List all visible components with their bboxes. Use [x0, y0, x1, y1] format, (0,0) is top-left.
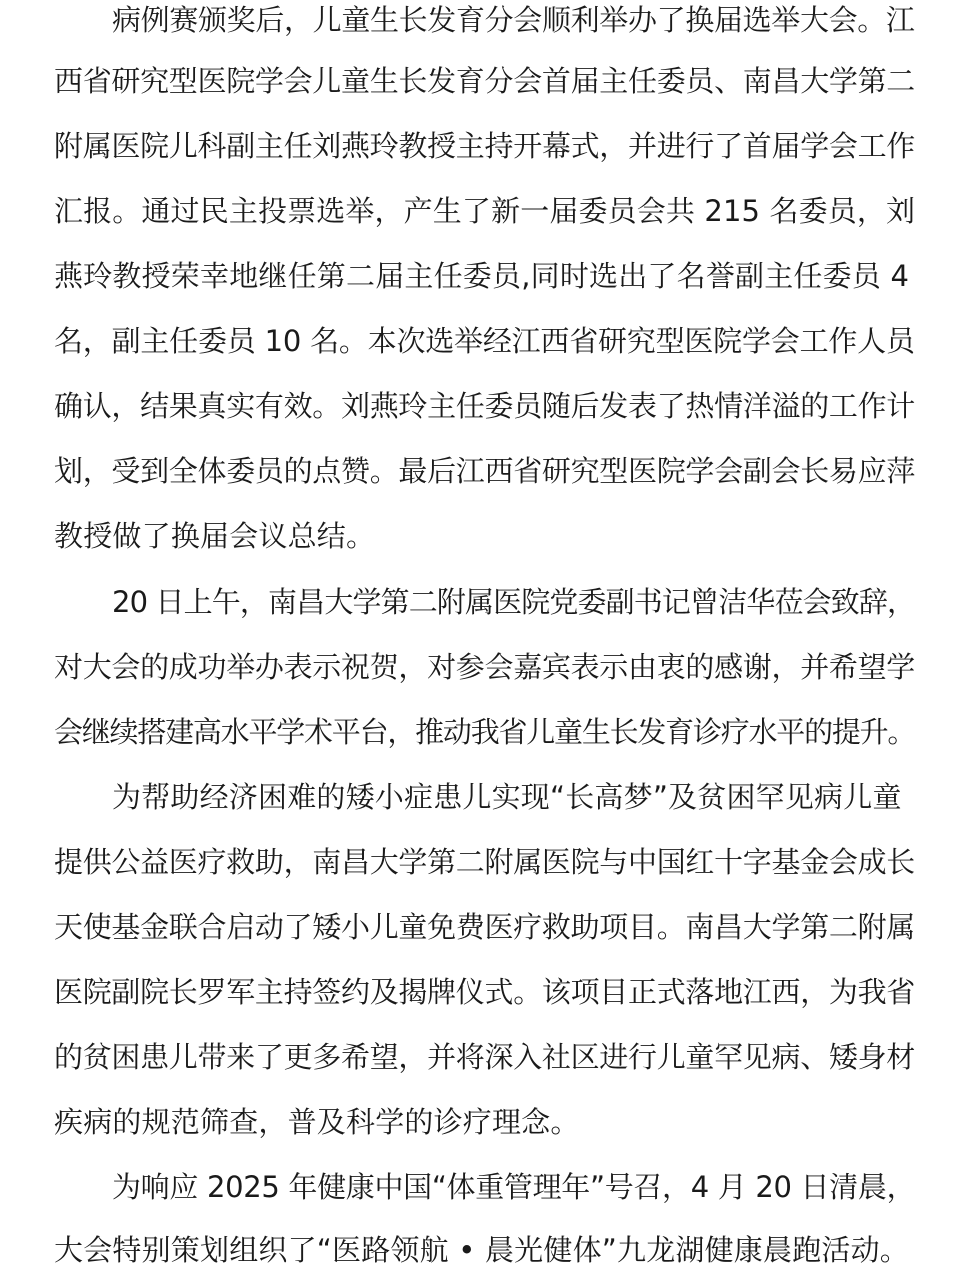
text-line: 名，副主任委员 10 名。本次选举经江西省研究型医院学会工作人员	[54, 324, 915, 358]
text-line: 确认，结果真实有效。刘燕玲主任委员随后发表了热情洋溢的工作计	[54, 389, 916, 423]
text-line: 汇报。通过民主投票选举，产生了新一届委员会共 215 名委员，刘	[54, 194, 916, 228]
text-line: 大会特别策划组织了“医路领航 • 晨光健体”九龙湖健康晨跑活动。	[54, 1233, 909, 1267]
text-line: 会继续搭建高水平学术平台，推动我省儿童生长发育诊疗水平的提升。	[54, 715, 916, 749]
text-line: 20 日上午，南昌大学第二附属医院党委副书记曾洁华莅会致辞，	[112, 585, 916, 619]
text-line: 附属医院儿科副主任刘燕玲教授主持开幕式，并进行了首届学会工作	[54, 129, 916, 163]
text-line: 医院副院长罗军主持签约及揭牌仪式。该项目正式落地江西，为我省	[54, 975, 916, 1009]
text-line: 燕玲教授荣幸地继任第二届主任委员,同时选出了名誉副主任委员 4	[54, 259, 910, 293]
text-line: 为帮助经济困难的矮小症患儿实现“长高梦”及贫困罕见病儿童	[112, 780, 902, 814]
text-line: 的贫困患儿带来了更多希望，并将深入社区进行儿童罕见病、矮身材	[54, 1040, 916, 1074]
text-line: 疾病的规范筛查，普及科学的诊疗理念。	[54, 1105, 580, 1139]
text-line: 为响应 2025 年健康中国“体重管理年”号召，4 月 20 日清晨，	[112, 1170, 916, 1204]
text-line: 教授做了换届会议总结。	[54, 519, 376, 553]
text-line: 对大会的成功举办表示祝贺，对参会嘉宾表示由衷的感谢，并希望学	[54, 650, 916, 684]
text-line: 西省研究型医院学会儿童生长发育分会首届主任委员、南昌大学第二	[54, 64, 916, 98]
text-line: 病例赛颁奖后，儿童生长发育分会顺利举办了换届选举大会。江	[112, 3, 915, 37]
text-line: 划，受到全体委员的点赞。最后江西省研究型医院学会副会长易应萍	[54, 454, 916, 488]
text-line: 提供公益医疗救助，南昌大学第二附属医院与中国红十字基金会成长	[54, 845, 916, 879]
text-line: 天使基金联合启动了矮小儿童免费医疗救助项目。南昌大学第二附属	[54, 910, 916, 944]
